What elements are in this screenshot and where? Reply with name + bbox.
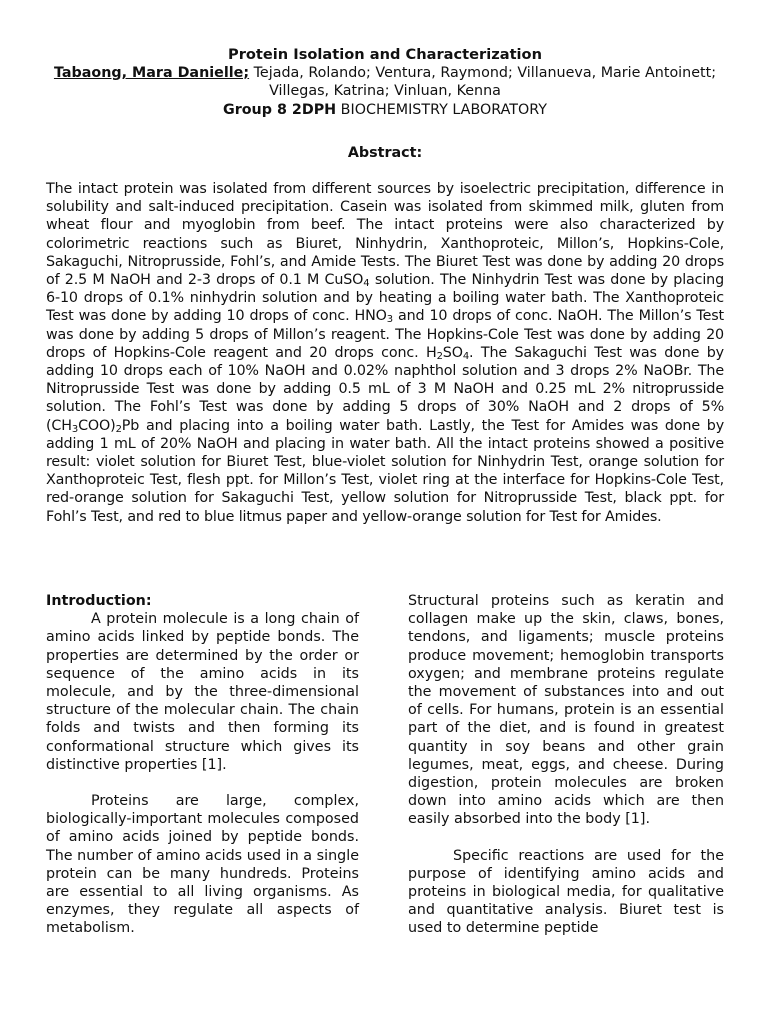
abstract-part: SO xyxy=(442,344,463,361)
paragraph: Proteins are large, complex, biologically-important molecules composed of amino acids joined by peptide bonds. The number of amino acids used in a single protein can be many hundreds. Proteins are essential to all living organisms. As enzymes, they regulate all aspects of metabolism. xyxy=(46,793,359,937)
subscript: 2 xyxy=(115,423,122,435)
paragraph: A protein molecule is a long chain of amino acids linked by peptide bonds. The properties are determined by the order or sequence of the amino acids in its molecule, and by the three-dimensional structure of the molecular chain. The chain folds and twists and then forming its conformational structure which gives its distinctive properties [1]. xyxy=(46,611,359,773)
abstract-part: Pb and placing into a boiling water bath. Lastly, the Test for Amides was done by adding 1 mL of 20% NaOH and placing in water bath. All the intact proteins showed a positive result: violet solution for Biuret Test, blue-violet solution for Ninhydrin Test, orange solution for Xanthoproteic Test, flesh ppt. for Millon’s Test, violet ring at the interface for Hopkins-Cole Test, red-orange solution for Sakaguchi Test, yellow solution for Nitroprusside Test, black ppt. for Fohl’s Test, and red to blue litmus paper and yellow-orange solution for Test for Amides. xyxy=(46,417,724,525)
introduction-heading: Introduction: xyxy=(46,593,152,609)
author-list xyxy=(46,64,724,100)
subscript: 4 xyxy=(363,278,370,290)
body-columns xyxy=(46,592,724,938)
paragraph: Specific reactions are used for the purpose of identifying amino acids and proteins in biological media, for qualitative and quantitative analysis. Biuret test is used to determine peptide xyxy=(408,847,724,937)
paragraph: Structural proteins such as keratin and collagen make up the skin, claws, bones, tendons, and ligaments; muscle proteins produce movement; hemoglobin transports oxygen; and membrane proteins regulate the movement of substances into and out of cells. For humans, protein is an essential part of the diet, and is found in greatest quantity in soy beans and other grain legumes, meat, eggs, and cheese. During digestion, protein molecules are broken down into amino acids which are then easily absorbed into the body [1]. xyxy=(408,593,724,828)
group-number: Group 8 2DPH xyxy=(222,101,337,118)
left-column xyxy=(46,592,359,938)
subscript: 2 xyxy=(436,350,443,362)
abstract-part: The intact protein was isolated from different sources by isoelectric precipitation, difference in solubility and salt-induced precipitation. Casein was isolated from skimmed milk, gluten from wheat flour and myoglobin from beef. The intact proteins were also characterized by colorimetric reactions such as Biuret, Ninhydrin, Xanthoproteic, Millon’s, Hopkins-Cole, Sakaguchi, Nitroprusside, Fohl’s, and Amide Tests. The Biuret Test was done by adding 20 drops of 2.5 M NaOH and 2-3 drops of 0.1 M CuSO xyxy=(46,181,724,289)
abstract-part: . The Sakaguchi Test was done by adding 10 drops each of 10% NaOH and 0.02% naphthol solution and 3 drops 2% NaOBr. The Nitroprusside Test was done by adding 0.5 mL of 3 M NaOH and 0.25 mL 2% nitroprusside solution. The Fohl’s Test was done by adding 5 drops of 30% NaOH and 2 drops of 5% (CH xyxy=(46,344,724,434)
abstract-heading: Abstract: xyxy=(347,144,423,161)
group-affiliation xyxy=(46,101,724,119)
abstract-part: and 10 drops of conc. NaOH. The Millon’s Test was done by adding 5 drops of Millon’s reagent. The Hopkins-Cole Test was done by adding 20 drops of Hopkins-Cole reagent and 20 drops conc. H xyxy=(46,308,724,361)
abstract-part: COO) xyxy=(78,417,116,434)
subscript: 4 xyxy=(462,350,470,362)
abstract-part: solution. The Ninhydrin Test was done by placing 6-10 drops of 0.1% ninhydrin solution and by heating a boiling water bath. The Xanthoproteic Test was done by adding 10 drops of conc. HNO xyxy=(46,272,724,325)
document-page xyxy=(46,46,724,937)
lead-author: Tabaong, Mara Danielle; xyxy=(53,65,250,82)
co-authors: Tejada, Rolando; Ventura, Raymond; Villanueva, Marie Antoinett; Villegas, Katrina; Vinluan, Kenna xyxy=(249,65,717,100)
subscript: 3 xyxy=(386,314,393,326)
abstract-text xyxy=(46,180,724,526)
subscript: 3 xyxy=(71,423,79,435)
right-column xyxy=(408,592,724,938)
laboratory-name: BIOCHEMISTRY LABORATORY xyxy=(336,101,548,118)
paper-title: Protein Isolation and Characterization xyxy=(228,46,542,63)
